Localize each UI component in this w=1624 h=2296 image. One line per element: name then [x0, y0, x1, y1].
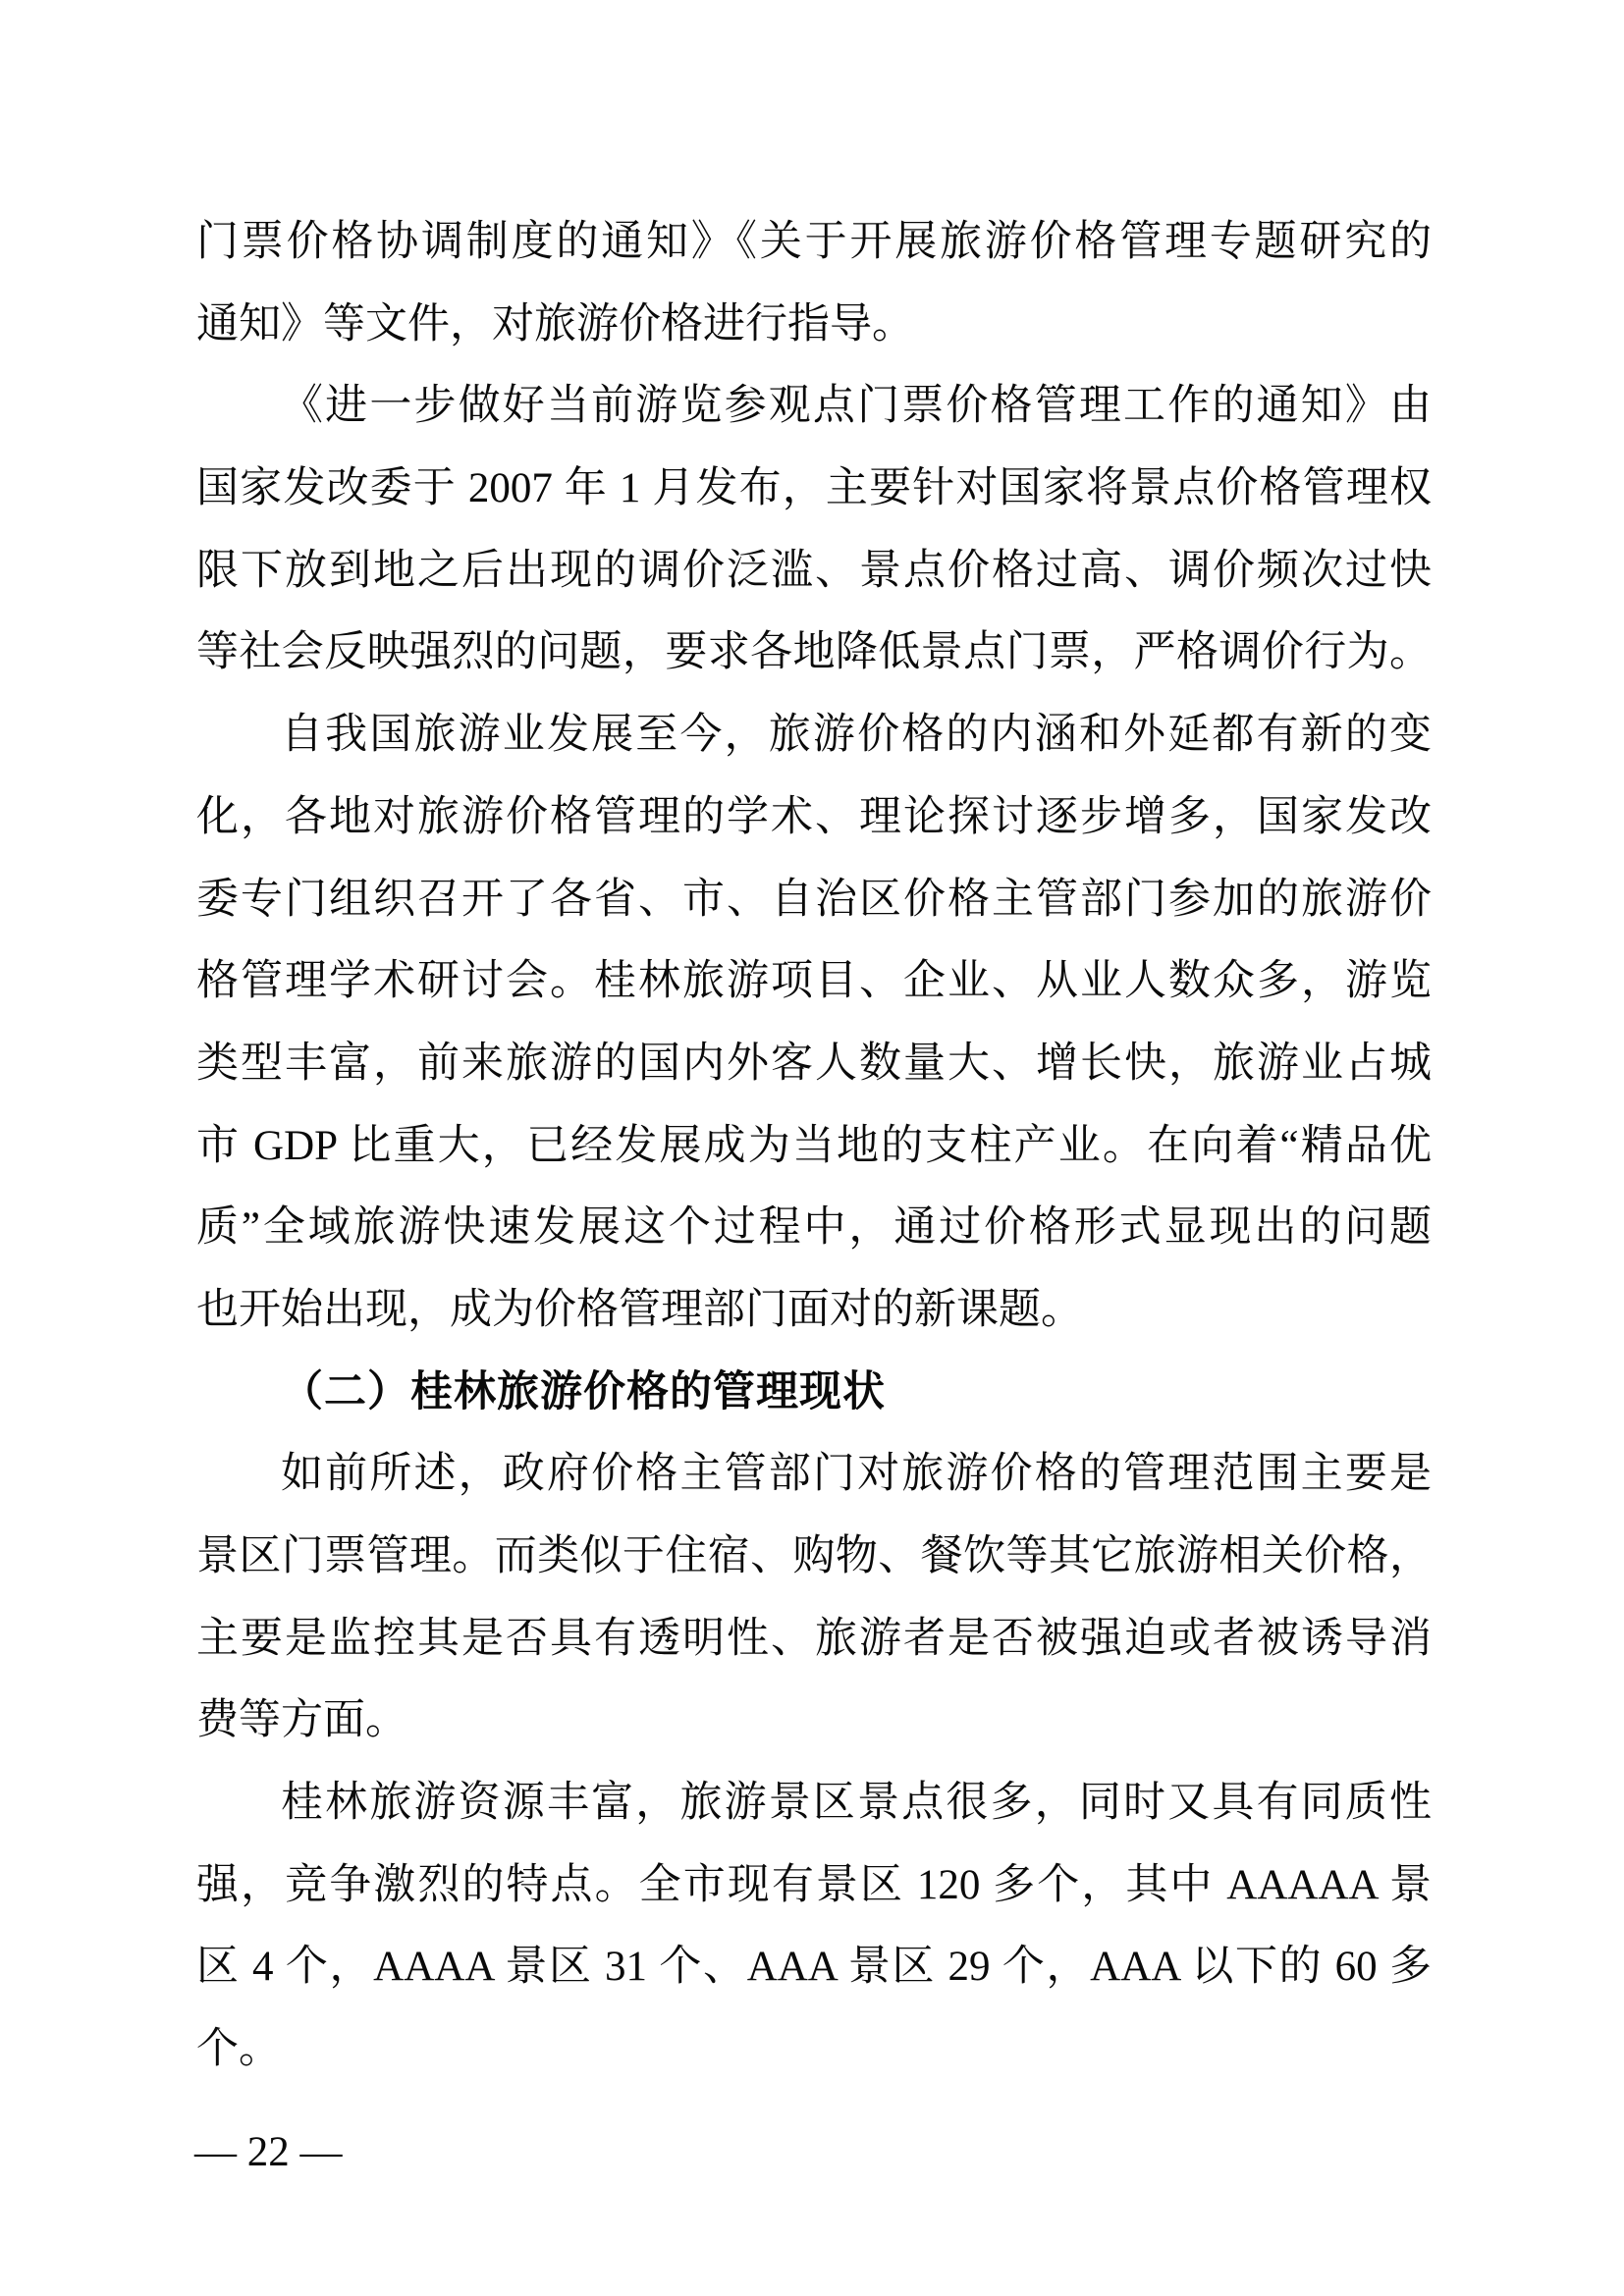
- text-line: 类型丰富，前来旅游的国内外客人数量大、增长快，旅游业占城: [196, 1040, 1432, 1087]
- text-line: 个。: [196, 2026, 281, 2073]
- text-line: 格管理学术研讨会。桂林旅游项目、企业、从业人数众多，游览: [196, 958, 1432, 1005]
- text-line: 《进一步做好当前游览参观点门票价格管理工作的通知》由: [281, 383, 1432, 430]
- text-line: 门票价格协调制度的通知》《关于开展旅游价格管理专题研究的: [196, 219, 1432, 265]
- text-line: 桂林旅游资源丰富，旅游景区景点很多，同时又具有同质性: [281, 1780, 1432, 1827]
- text-line: 如前所述，政府价格主管部门对旅游价格的管理范围主要是: [281, 1451, 1432, 1498]
- document-body: [196, 201, 1432, 2091]
- text-line: 景区门票管理。而类似于住宿、购物、餐饮等其它旅游相关价格，: [196, 1533, 1432, 1579]
- text-line: 等社会反映强烈的问题，要求各地降低景点门票，严格调价行为。: [196, 629, 1432, 676]
- text-line: 费等方面。: [196, 1697, 407, 1744]
- text-line: 限下放到地之后出现的调价泛滥、景点价格过高、调价频次过快: [196, 547, 1432, 594]
- text-line: 通知》等文件，对旅游价格进行指导。: [196, 300, 914, 347]
- page-number: — 22 —: [194, 2129, 343, 2175]
- text-line: 也开始出现，成为价格管理部门面对的新课题。: [196, 1286, 1083, 1333]
- section-heading: （二）桂林旅游价格的管理现状: [281, 1367, 886, 1415]
- text-line: 区 4 个，AAAA 景区 31 个、AAA 景区 29 个，AAA 以下的 60 多: [196, 1944, 1432, 1991]
- text-line: 主要是监控其是否具有透明性、旅游者是否被强迫或者被诱导消: [196, 1615, 1432, 1662]
- text-line: 化，各地对旅游价格管理的学术、理论探讨逐步增多，国家发改: [196, 793, 1432, 840]
- text-line: 强，竞争激烈的特点。全市现有景区 120 多个，其中 AAAAA 景: [196, 1861, 1432, 1908]
- text-line: 国家发改委于 2007 年 1 月发布，主要针对国家将景点价格管理权: [196, 465, 1432, 512]
- text-line: 质”全域旅游快速发展这个过程中，通过价格形式显现出的问题: [196, 1204, 1432, 1252]
- text-line: 市 GDP 比重大，已经发展成为当地的支柱产业。在向着“精品优: [196, 1122, 1432, 1169]
- text-line: 委专门组织召开了各省、市、自治区价格主管部门参加的旅游价: [196, 876, 1432, 923]
- text-line: 自我国旅游业发展至今，旅游价格的内涵和外延都有新的变: [281, 712, 1432, 759]
